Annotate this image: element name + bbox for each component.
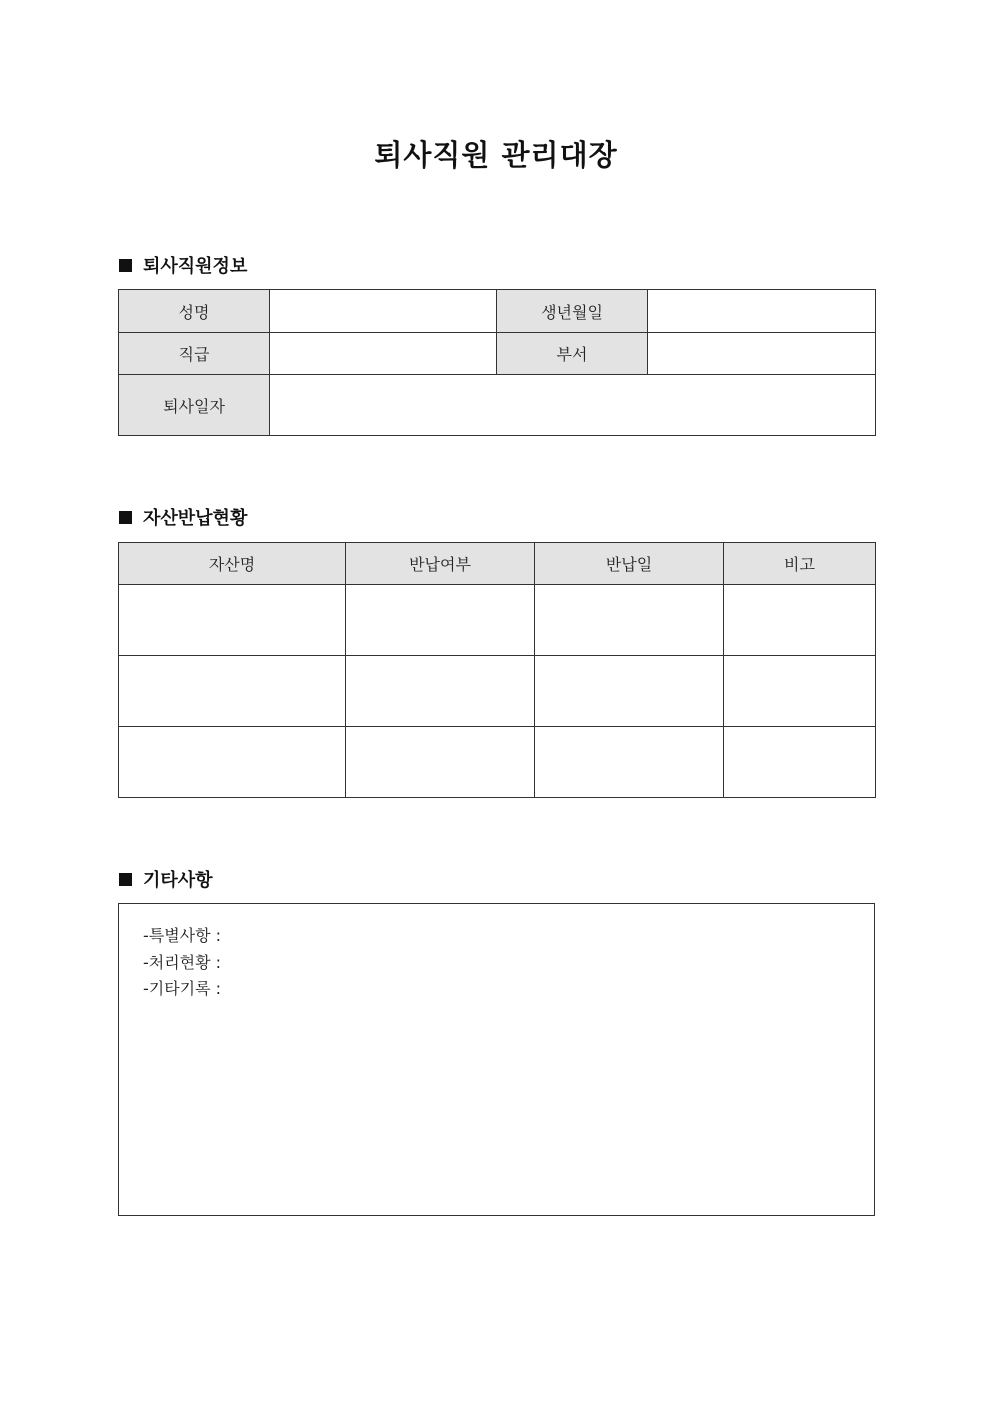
table-row	[119, 727, 876, 798]
asset-return-heading	[119, 505, 247, 529]
resignation-date-value[interactable]	[270, 375, 876, 436]
asset-name-cell[interactable]	[119, 656, 346, 727]
square-bullet-icon	[119, 873, 132, 886]
birth-date-label: 생년월일	[497, 290, 648, 333]
square-bullet-icon	[119, 511, 132, 524]
employee-info-row	[119, 375, 876, 436]
employee-info-table	[118, 289, 876, 436]
table-row	[119, 585, 876, 656]
returned-cell[interactable]	[346, 585, 535, 656]
column-header-note: 비고	[724, 543, 876, 585]
name-label: 성명	[119, 290, 270, 333]
return-date-cell[interactable]	[535, 585, 724, 656]
position-value[interactable]	[270, 333, 497, 375]
square-bullet-icon	[119, 259, 132, 272]
list-item: -처리현황 :	[143, 952, 222, 972]
returned-cell[interactable]	[346, 727, 535, 798]
other-notes-heading	[119, 867, 213, 891]
column-header-return-date: 반납일	[535, 543, 724, 585]
resignation-date-label: 퇴사일자	[119, 375, 270, 436]
column-header-returned: 반납여부	[346, 543, 535, 585]
other-notes-box[interactable]	[118, 903, 875, 1216]
document-title: 퇴사직원 관리대장	[374, 138, 618, 172]
other-notes-heading-label: 기타사항	[143, 870, 213, 891]
asset-table-header-row	[119, 543, 876, 585]
table-row	[119, 656, 876, 727]
employee-info-heading-label: 퇴사직원정보	[143, 256, 248, 277]
return-date-cell[interactable]	[535, 656, 724, 727]
other-notes-list	[143, 923, 221, 1003]
employee-info-row	[119, 333, 876, 375]
name-value[interactable]	[270, 290, 497, 333]
department-value[interactable]	[648, 333, 876, 375]
employee-info-heading	[119, 253, 247, 277]
note-cell[interactable]	[724, 727, 876, 798]
returned-cell[interactable]	[346, 656, 535, 727]
note-cell[interactable]	[724, 585, 876, 656]
birth-date-value[interactable]	[648, 290, 876, 333]
employee-info-row	[119, 290, 876, 333]
list-item: -특별사항 :	[143, 926, 222, 945]
asset-name-cell[interactable]	[119, 727, 346, 798]
asset-return-table	[118, 542, 876, 798]
department-label: 부서	[497, 333, 648, 375]
return-date-cell[interactable]	[535, 727, 724, 798]
asset-return-heading-label: 자산반납현황	[143, 508, 248, 529]
asset-name-cell[interactable]	[119, 585, 346, 656]
position-label: 직급	[119, 333, 270, 375]
list-item: -기타기록 :	[143, 979, 222, 998]
column-header-asset-name: 자산명	[119, 543, 346, 585]
note-cell[interactable]	[724, 656, 876, 727]
